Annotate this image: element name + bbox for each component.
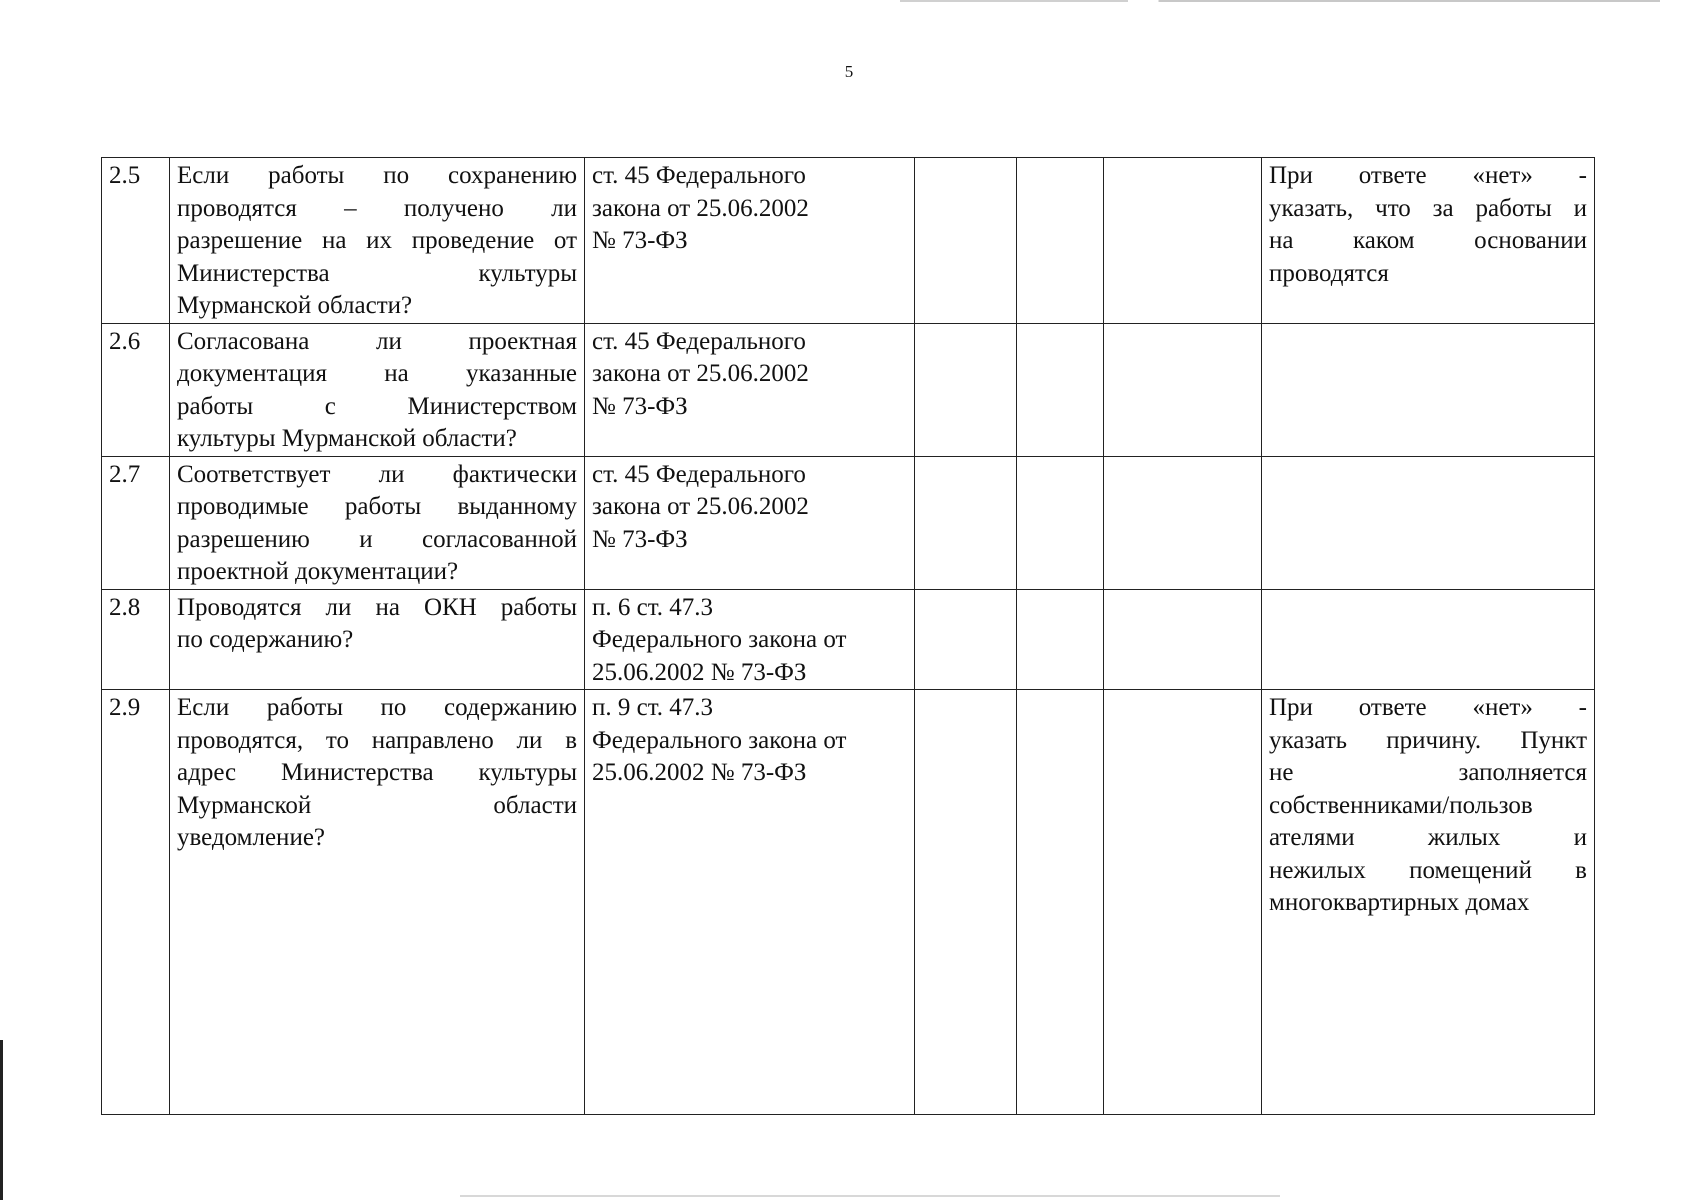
- law-line: ст. 45 Федерального: [592, 327, 806, 355]
- question-line: адрес Министерства культуры: [177, 759, 577, 786]
- question-line: Проводятся ли на ОКН работы: [177, 593, 577, 621]
- question-line: проводимые работы выданному: [177, 493, 577, 520]
- comment-line: При ответе «нет» -: [1269, 162, 1587, 189]
- table-row: [102, 158, 1595, 324]
- question-line: Если работы по содержанию: [177, 694, 577, 721]
- comment-line: не заполняется: [1269, 759, 1587, 786]
- comment-cell: [1262, 456, 1595, 589]
- question-line: Если работы по сохранению: [177, 162, 577, 189]
- answer-na-cell: [1104, 158, 1262, 324]
- law-line: 25.06.2002 № 73-ФЗ: [592, 759, 807, 786]
- question-line: разрешению и согласованной: [177, 525, 577, 553]
- row-number: 2.8: [102, 589, 170, 690]
- answer-no-cell: [1017, 589, 1104, 690]
- comment-line: указать, что за работы и: [1269, 194, 1587, 222]
- law-line: ст. 45 Федерального: [592, 162, 806, 189]
- law-line: закона от 25.06.2002: [592, 493, 809, 520]
- law-line: п. 9 ст. 47.3: [592, 694, 714, 721]
- law-reference-cell: [585, 456, 915, 589]
- table-row: [102, 690, 1595, 1115]
- question-cell: [170, 323, 585, 456]
- comment-cell: [1262, 690, 1595, 1115]
- question-line: Соответствует ли фактически: [177, 460, 577, 488]
- question-line: документация на указанные: [177, 360, 577, 387]
- law-reference-cell: [585, 158, 915, 324]
- answer-na-cell: [1104, 690, 1262, 1115]
- comment-cell: [1262, 158, 1595, 324]
- law-reference-cell: [585, 323, 915, 456]
- question-cell: [170, 589, 585, 690]
- answer-yes-cell: [915, 158, 1017, 324]
- question-line: по содержанию?: [177, 626, 354, 653]
- answer-yes-cell: [915, 690, 1017, 1115]
- law-line: № 73-ФЗ: [592, 392, 688, 420]
- answer-yes-cell: [915, 589, 1017, 690]
- table-row: [102, 456, 1595, 589]
- comment-line: нежилых помещений в: [1269, 856, 1587, 884]
- comment-line: проводятся: [1269, 259, 1389, 287]
- answer-no-cell: [1017, 690, 1104, 1115]
- answer-no-cell: [1017, 456, 1104, 589]
- answer-na-cell: [1104, 456, 1262, 589]
- law-line: № 73-ФЗ: [592, 227, 688, 254]
- law-line: Федерального закона от: [592, 726, 847, 754]
- law-reference-cell: [585, 690, 915, 1115]
- law-line: Федерального закона от: [592, 626, 847, 653]
- question-cell: [170, 456, 585, 589]
- table-row: [102, 323, 1595, 456]
- question-line: проводятся – получено ли: [177, 194, 577, 222]
- question-line: Мурманской области?: [177, 292, 413, 319]
- checklist-table: [101, 157, 1595, 1115]
- answer-yes-cell: [915, 456, 1017, 589]
- scan-edge-bottom: [460, 1195, 1280, 1197]
- scan-edge-left: [0, 1040, 3, 1200]
- law-line: № 73-ФЗ: [592, 525, 688, 553]
- question-line: культуры Мурманской области?: [177, 425, 517, 452]
- question-line: уведомление?: [177, 824, 326, 851]
- answer-no-cell: [1017, 323, 1104, 456]
- question-line: разрешение на их проведение от: [177, 227, 577, 254]
- question-line: проводятся, то направлено ли в: [177, 726, 577, 754]
- answer-na-cell: [1104, 589, 1262, 690]
- law-line: 25.06.2002 № 73-ФЗ: [592, 658, 807, 686]
- comment-line: ателями жилых и: [1269, 824, 1587, 851]
- comment-line: собственниками/пользов: [1269, 791, 1533, 819]
- comment-line: многоквартирных домах: [1269, 889, 1530, 916]
- question-line: работы с Министерством: [177, 392, 577, 420]
- answer-na-cell: [1104, 323, 1262, 456]
- law-line: п. 6 ст. 47.3: [592, 593, 714, 621]
- row-number: 2.5: [102, 158, 170, 324]
- question-cell: [170, 690, 585, 1115]
- table-row: [102, 589, 1595, 690]
- comment-cell: [1262, 323, 1595, 456]
- row-number: 2.7: [102, 456, 170, 589]
- question-line: Мурманской области: [177, 791, 577, 819]
- comment-line: на каком основании: [1269, 227, 1587, 254]
- page-number: 5: [844, 62, 854, 81]
- answer-no-cell: [1017, 158, 1104, 324]
- law-reference-cell: [585, 589, 915, 690]
- question-line: Министерства культуры: [177, 259, 577, 287]
- comment-cell: [1262, 589, 1595, 690]
- row-number: 2.9: [102, 690, 170, 1115]
- question-cell: [170, 158, 585, 324]
- question-line: проектной документации?: [177, 558, 459, 585]
- scan-edge-top: [900, 0, 1660, 2]
- comment-line: При ответе «нет» -: [1269, 694, 1587, 721]
- law-line: ст. 45 Федерального: [592, 460, 806, 488]
- law-line: закона от 25.06.2002: [592, 194, 809, 222]
- law-line: закона от 25.06.2002: [592, 360, 809, 387]
- answer-yes-cell: [915, 323, 1017, 456]
- row-number: 2.6: [102, 323, 170, 456]
- comment-line: указать причину. Пункт: [1269, 726, 1587, 754]
- question-line: Согласована ли проектная: [177, 327, 577, 355]
